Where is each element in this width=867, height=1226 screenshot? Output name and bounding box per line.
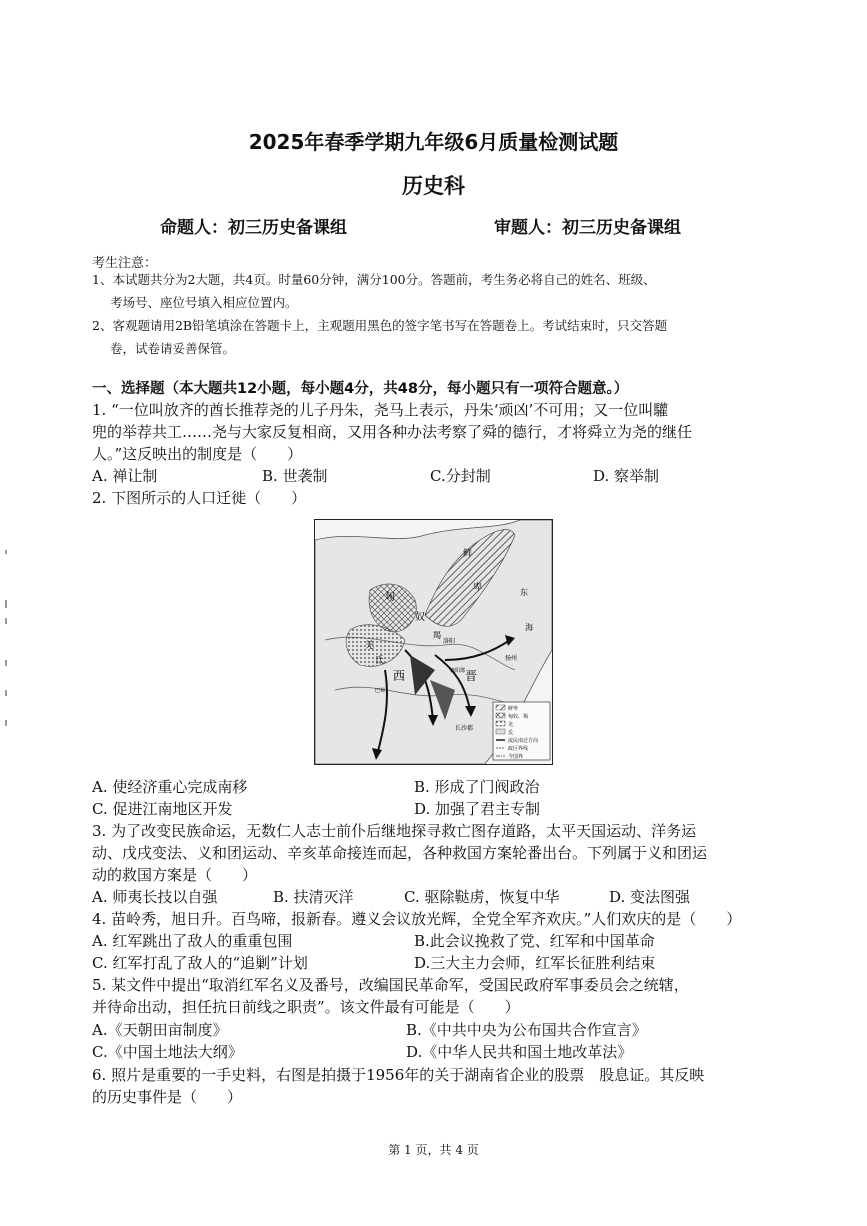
migration-map	[314, 519, 553, 765]
map-label-luoyang: 洛阳	[443, 638, 456, 645]
q2-option-c: C. 促进江南地区开发	[92, 800, 233, 818]
q2-option-d: D. 加强了君主专制	[414, 800, 541, 818]
q3-option-a: A. 师夷长技以自强	[92, 888, 218, 906]
map-label-bashu: 巴蜀	[375, 688, 386, 694]
q5-option-b: B.《中共中央为公布国共合作宣言》	[406, 1021, 647, 1039]
q1-option-a: A. 禅让制	[92, 467, 158, 485]
map-label-yangzhou: 扬州	[505, 655, 518, 662]
notice-item-1	[92, 268, 782, 314]
q3-option-d: D. 变法图强	[609, 888, 691, 906]
map-label-bei: 卑	[473, 583, 483, 593]
q5-line-2: 并待命出动，担任抗日前线之职责”。该文件最有可能是（ ）	[92, 998, 520, 1016]
legend-item: 匈奴、羯	[508, 714, 529, 720]
map-label-jie: 羯	[433, 631, 441, 640]
q3-line-2: 动、戊戌变法、义和团运动、辛亥革命接连而起，各种救国方案轮番出台。下列属于义和团运	[92, 844, 708, 862]
notice-item-1-line-2: 考场号、座位号填入相应位置内。	[110, 295, 298, 310]
q1-option-b: B. 世袭制	[262, 467, 328, 485]
q3-line-1: 3. 为了改变民族命运，无数仁人志士前仆后继地探寻救亡图存道路，太平天国运动、洋务运	[92, 822, 697, 840]
q1-line-2: 兜的举荐共工……尧与大家反复相商，又用各种办法考察了舜的德行，才将舜立为尧的继任	[92, 423, 693, 441]
notice-item-1-line-1: 1、本试题共分为2大题，共4页。时量60分钟，满分100分。答题前，考生务必将自己的姓名、班级、	[92, 272, 656, 287]
q1-line-1: 1. “一位叫放齐的酋长推荐尧的儿子丹朱，尧马上表示，丹朱‘顽凶’不可用；又一位叫驩	[92, 401, 669, 419]
map-label-xiangyang: 襄阳郡	[450, 668, 466, 674]
q1-option-d: D. 察举制	[593, 467, 660, 485]
q3-option-c: C. 驱除鞑虏，恢复中华	[404, 888, 560, 906]
binding-margin-marks	[2, 540, 10, 740]
exam-title: 2025年春季学期九年级6月质量检测试题	[248, 130, 619, 154]
map-label-nu: 奴	[415, 612, 425, 623]
map-label-jin: 晋	[465, 669, 478, 683]
map-label-xiong: 匈	[385, 592, 395, 603]
map-legend	[493, 702, 550, 760]
map-label-qiang: 羌	[365, 641, 375, 651]
section-heading: 一、选择题（本大题共12小题，每小题4分，共48分，每小题只有一项符合题意。）	[92, 381, 629, 397]
legend-item: 今国界	[508, 754, 524, 760]
q2-option-b: B. 形成了门阀政治	[414, 778, 540, 796]
setter-label: 命题人：初三历史备课组	[160, 218, 347, 238]
q5-option-a: A.《天朝田亩制度》	[92, 1021, 228, 1039]
q1-line-3: 人。”这反映出的制度是（ ）	[92, 445, 303, 463]
reviewer-label: 审题人：初三历史备课组	[494, 218, 681, 238]
q3-option-b: B. 扶清灭洋	[273, 888, 354, 906]
migration-map-svg	[315, 520, 552, 764]
map-label-hai: 海	[525, 623, 533, 632]
map-label-changsha: 长沙郡	[455, 725, 474, 732]
q4-stem: 4. 苗岭秀，旭日升。百鸟啼，报新春。遵义会议放光辉，全党全军齐欢庆。”人们欢庆的是（ ）	[92, 910, 742, 928]
map-label-xi: 西	[393, 669, 406, 683]
notice-item-2	[92, 314, 782, 360]
q2-option-a: A. 使经济重心完成南移	[92, 778, 248, 796]
q4-option-a: A. 红军跳出了敌人的重重包围	[92, 932, 293, 950]
notice-heading: 考生注意：	[92, 256, 158, 271]
notice-item-2-line-1: 2、客观题请用2B铅笔填涂在答题卡上，主观题用黑色的签字笔书写在答题卷上。考试结束时，只交答题	[92, 318, 668, 333]
legend-item: 政区界线	[508, 746, 529, 752]
legend-item: 氐	[508, 730, 514, 736]
q3-line-3: 动的救国方案是（ ）	[92, 866, 258, 884]
map-label-xian: 鲜	[463, 549, 473, 559]
q6-line-1: 6. 照片是重要的一手史料，右图是拍摄于1956年的关于湖南省企业的股票 股息证。其反映	[92, 1066, 705, 1084]
q2-stem: 2. 下图所示的人口迁徙（ ）	[92, 489, 307, 507]
q5-line-1: 5. 某文件中提出“取消红军名义及番号，改编国民革命军，受国民政府军事委员会之统辖，	[92, 976, 689, 994]
q6-line-2: 的历史事件是（ ）	[92, 1088, 243, 1106]
page-footer: 第 1 页，共 4 页	[388, 1143, 479, 1157]
map-label-di: 氐	[375, 656, 385, 666]
subject-title: 历史科	[402, 174, 465, 198]
notice-item-2-line-2: 卷，试卷请妥善保管。	[110, 341, 236, 356]
q5-option-c: C.《中国土地法大纲》	[92, 1043, 243, 1061]
q4-option-d: D.三大主力会师，红军长征胜利结束	[414, 954, 656, 972]
q4-option-b: B.此会议挽救了党、红军和中国革命	[414, 932, 655, 950]
map-label-dong: 东	[520, 588, 528, 597]
q5-option-d: D.《中华人民共和国土地改革法》	[406, 1043, 633, 1061]
legend-item: 流民南迁方向	[508, 738, 539, 744]
q1-option-c: C.分封制	[430, 467, 491, 485]
legend-item: 羌	[508, 722, 514, 728]
legend-item: 鲜卑	[508, 706, 519, 712]
q4-option-c: C. 红军打乱了敌人的“追剿”计划	[92, 954, 308, 972]
